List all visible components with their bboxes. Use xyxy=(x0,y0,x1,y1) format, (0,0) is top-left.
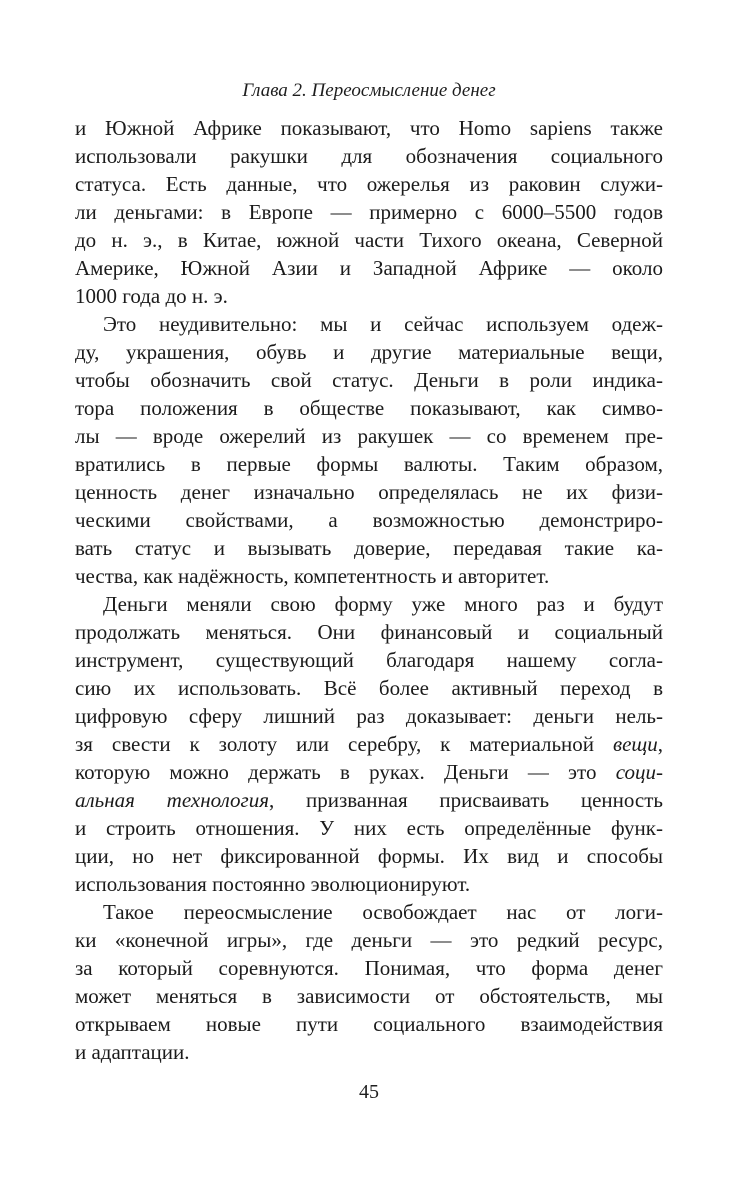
text-line: за который соревнуются. Понимая, что форма денег xyxy=(75,956,663,980)
text-block xyxy=(75,114,663,1066)
text-line: Деньги меняли свою форму уже много раз и будут xyxy=(103,592,663,616)
paragraph xyxy=(75,898,663,1066)
text-line: может меняться в зависимости от обстоятельств, мы xyxy=(75,984,663,1008)
text-line: сию их использовать. Всё более активный переход в xyxy=(75,676,663,700)
text-line: альная технология, призванная присваивать ценность xyxy=(75,788,663,812)
text-line: использовали ракушки для обозначения социального xyxy=(75,144,663,168)
text-line: Это неудивительно: мы и сейчас используем одеж- xyxy=(103,312,663,336)
text-line: 1000 года до н. э. xyxy=(75,284,228,308)
text-line: вратились в первые формы валюты. Таким образом, xyxy=(75,452,663,476)
page-number: 45 xyxy=(359,1081,379,1103)
text-line: продолжать меняться. Они финансовый и социальный xyxy=(75,620,663,644)
text-line: и Южной Африке показывают, что Homo sapiens также xyxy=(75,116,663,140)
text-line: Америке, Южной Азии и Западной Африке — около xyxy=(75,256,663,280)
text-line: инструмент, существующий благодаря нашему согла- xyxy=(75,648,663,672)
text-line: чтобы обозначить свой статус. Деньги в роли индика- xyxy=(75,368,663,392)
text-line: которую можно держать в руках. Деньги — это соци- xyxy=(75,760,663,784)
text-line: Такое переосмысление освобождает нас от логи- xyxy=(103,900,663,924)
text-line: статуса. Есть данные, что ожерелья из раковин служи- xyxy=(75,172,663,196)
paragraph xyxy=(75,310,663,590)
text-line: ции, но нет фиксированной формы. Их вид и способы xyxy=(75,844,663,868)
text-line: и адаптации. xyxy=(75,1040,190,1064)
text-line: чества, как надёжность, компетентность и авторитет. xyxy=(75,564,550,588)
text-line: ческими свойствами, а возможностью демонстриро- xyxy=(75,508,663,532)
text-line: тора положения в обществе показывают, как симво- xyxy=(75,396,663,420)
text-line: лы — вроде ожерелий из ракушек — со временем пре- xyxy=(75,424,663,448)
text-line: использования постоянно эволюционируют. xyxy=(75,872,471,896)
text-line: ценность денег изначально определялась не их физи- xyxy=(75,480,663,504)
text-line: цифровую сферу лишний раз доказывает: деньги нель- xyxy=(75,704,663,728)
text-line: открываем новые пути социального взаимодействия xyxy=(75,1012,663,1036)
text-line: ду, украшения, обувь и другие материальные вещи, xyxy=(75,340,663,364)
text-line: ли деньгами: в Европе — примерно с 6000–5500 годов xyxy=(75,200,663,224)
paragraph xyxy=(75,590,663,898)
text-line: до н. э., в Китае, южной части Тихого океана, Северной xyxy=(75,228,663,252)
running-header: Глава 2. Переосмысление денег xyxy=(242,80,496,101)
text-line: ки «конечной игры», где деньги — это редкий ресурс, xyxy=(75,928,663,952)
paragraph xyxy=(75,114,663,310)
text-line: зя свести к золоту или серебру, к материальной вещи, xyxy=(75,732,663,756)
text-line: вать статус и вызывать доверие, передавая такие ка- xyxy=(75,536,663,560)
text-line: и строить отношения. У них есть определённые функ- xyxy=(75,816,663,840)
